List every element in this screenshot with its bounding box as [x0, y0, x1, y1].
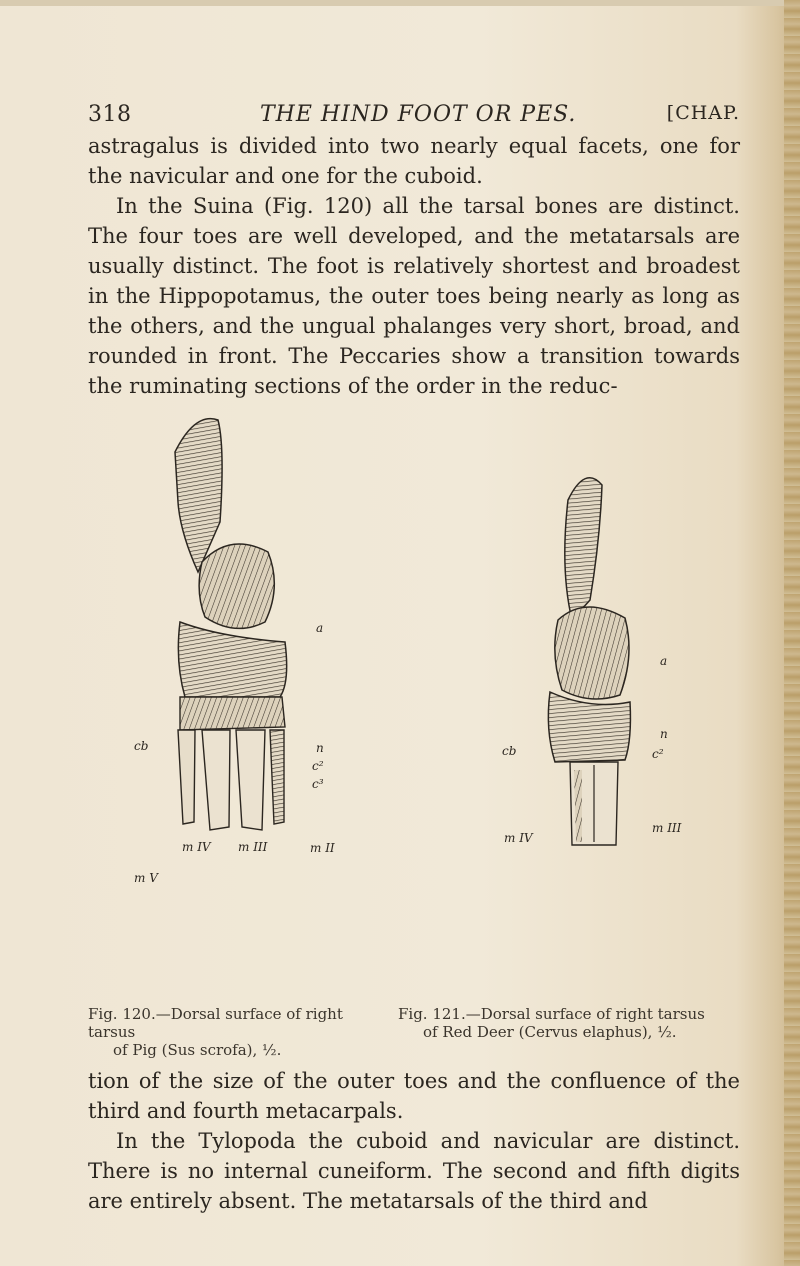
page-number: 318 [88, 102, 132, 127]
figure-120-pig-tarsus [134, 412, 335, 885]
label-n: n [660, 727, 668, 741]
caption-line: of Pig (Sus scrofa), ½. [113, 1041, 282, 1059]
figure-120-caption [88, 1005, 388, 1059]
chapter-marker: [CHAP. [666, 102, 740, 124]
label-cb: cb [134, 739, 149, 753]
label-mII: m II [310, 841, 335, 855]
caption-line: Fig. 121.—Dorsal surface of right tarsus [398, 1005, 705, 1023]
pig-figure-labels [130, 412, 370, 885]
label-a: a [660, 654, 668, 668]
label-mIV: m IV [182, 840, 211, 854]
body-text-bottom [88, 1066, 740, 1216]
label-c2: c² [652, 747, 664, 761]
label-n: n [316, 741, 324, 755]
paragraph: astragalus is divided into two nearly equal facets, one for the navicular and one for the cuboid. [88, 134, 740, 188]
label-mIV: m IV [504, 831, 533, 845]
page-edge-shadow [784, 0, 800, 1266]
paragraph: In the Tylopoda the cuboid and navicular are distinct. There is no internal cuneiform. The second and fifth digits are entirely absent. The metatarsals of the third and [88, 1129, 740, 1213]
label-mV: m V [134, 871, 158, 885]
figure-121-caption [398, 1005, 743, 1041]
pig-bottom-labels [180, 837, 340, 857]
paragraph: tion of the size of the outer toes and the confluence of the third and fourth metacarpals. [88, 1069, 740, 1123]
caption-line: of Red Deer (Cervus elaphus), ½. [423, 1023, 677, 1041]
label-a: a [316, 621, 324, 635]
figure-121-deer-tarsus [502, 470, 682, 850]
label-cb: cb [502, 744, 517, 758]
label-mIII: m III [238, 840, 268, 854]
running-head [88, 102, 740, 132]
label-mIII: m III [652, 821, 682, 835]
deer-figure-labels [502, 470, 702, 890]
caption-line: Fig. 120.—Dorsal surface of right tarsus [88, 1005, 343, 1041]
running-title: THE HIND FOOT OR PES. [260, 102, 577, 127]
body-text-top [88, 131, 740, 401]
page-top-border [0, 0, 800, 6]
paragraph: In the Suina (Fig. 120) all the tarsal bones are distinct. The four toes are well developed, and the metatarsals are usually distinct. The foot is relatively shortest and broadest in the Hippopotamus, the outer toes being nearly as long as the others, and the ungual phalanges very short, broad, and rounded in front. The Peccaries show a transition towards the ruminating sections of the order in the reduc- [88, 194, 740, 398]
label-c2: c² [312, 759, 324, 773]
label-c3: c³ [312, 777, 324, 791]
